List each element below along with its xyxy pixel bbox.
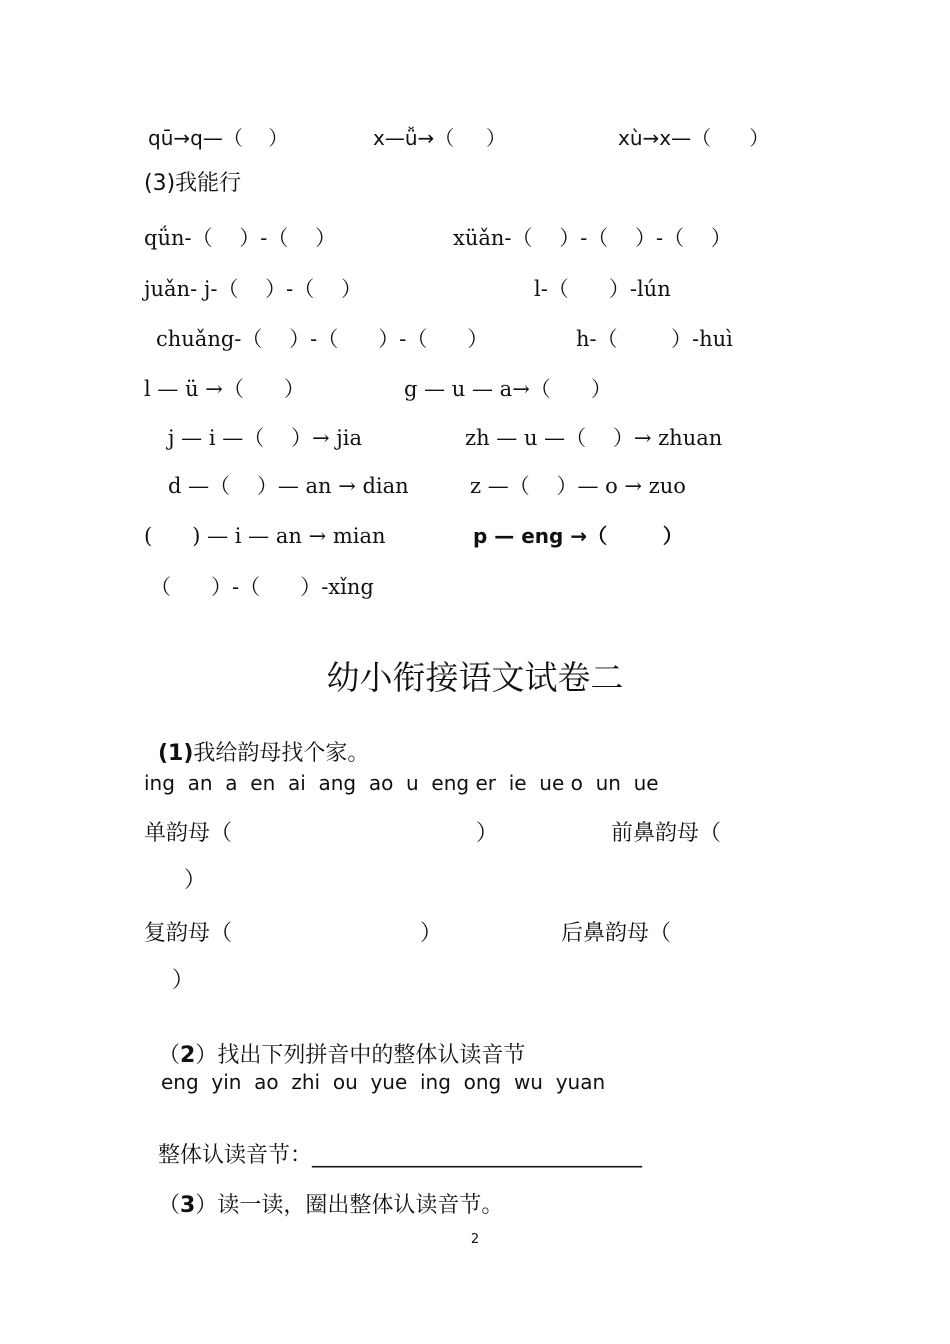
pinyin-row-7a: ( ) — i — an → mian — [144, 524, 386, 548]
question-1-number: (1) — [158, 741, 194, 766]
pinyin-row-3a: chuǎng-（ ）-（ ）-（ ） — [156, 327, 489, 351]
pinyin-row-4b: g — u — a→（ ） — [404, 377, 612, 401]
single-finals-close: ） — [476, 821, 499, 846]
question-2-heading — [144, 1023, 525, 1067]
question-2-open: （ — [158, 1043, 181, 1068]
question-3-open: （ — [158, 1193, 181, 1218]
pinyin-row-3b: h-（ ）-huì — [576, 327, 733, 351]
exercise-top-a: qū→q—（ ） — [148, 126, 289, 150]
section-3-heading: (3)我能行 — [144, 171, 242, 196]
pinyin-row-8: （ ）-（ ）-xǐng — [150, 575, 374, 599]
question-1-text: 我给韵母找个家。 — [193, 741, 370, 766]
pinyin-row-5a: j — i —（ ）→ jia — [168, 426, 362, 450]
question-3-heading — [144, 1173, 503, 1217]
answer-label — [144, 1123, 642, 1167]
single-finals-label: 单韵母（ — [144, 821, 233, 846]
pinyin-row-5b: zh — u —（ ）→ zhuan — [465, 426, 723, 450]
pinyin-row-2b: l-（ ）-lún — [534, 277, 671, 301]
pinyin-row-7b: p — eng →（ ） — [473, 524, 683, 548]
question-2-text: ）找出下列拼音中的整体认读音节 — [195, 1043, 526, 1068]
question-1-heading — [144, 721, 369, 765]
question-3-text: ）读一读，圈出整体认读音节。 — [195, 1193, 504, 1218]
exercise-top-c: xù→x—（ ） — [618, 126, 770, 150]
compound-finals-close: ） — [420, 921, 443, 946]
compound-finals-label: 复韵母（ — [144, 921, 233, 946]
finals-list: ing an a en ai ang ao u eng er ie ue o un ue — [144, 771, 659, 795]
back-nasal-finals-label: 后鼻韵母（ — [561, 921, 672, 946]
exercise-top-b: x—ǚ→（ ） — [373, 126, 507, 150]
pinyin-row-2a: juǎn- j-（ ）-（ ） — [144, 277, 362, 301]
page-title: 幼小衔接语文试卷二 — [326, 658, 624, 697]
pinyin-row-6a: d —（ ）— an → dian — [168, 474, 409, 498]
question-3-number: 3 — [180, 1193, 196, 1218]
pinyin-row-1a: qǘn-（ ）-（ ） — [144, 226, 337, 250]
answer-label-text: 整体认读音节： — [158, 1143, 313, 1168]
pinyin-row-1b: xüǎn-（ ）-（ ）-（ ） — [453, 226, 732, 250]
question-2-number: 2 — [180, 1043, 196, 1068]
front-nasal-finals-close: ） — [184, 868, 207, 893]
syllables-list: eng yin ao zhi ou yue ing ong wu yuan — [161, 1070, 606, 1094]
front-nasal-finals-label: 前鼻韵母（ — [611, 821, 722, 846]
back-nasal-finals-close: ） — [172, 968, 195, 993]
pinyin-row-4a: l — ü →（ ） — [144, 377, 305, 401]
page-number: 2 — [470, 1232, 480, 1247]
pinyin-row-6b: z —（ ）— o → zuo — [470, 474, 686, 498]
answer-line: ______________________________ — [312, 1143, 643, 1168]
